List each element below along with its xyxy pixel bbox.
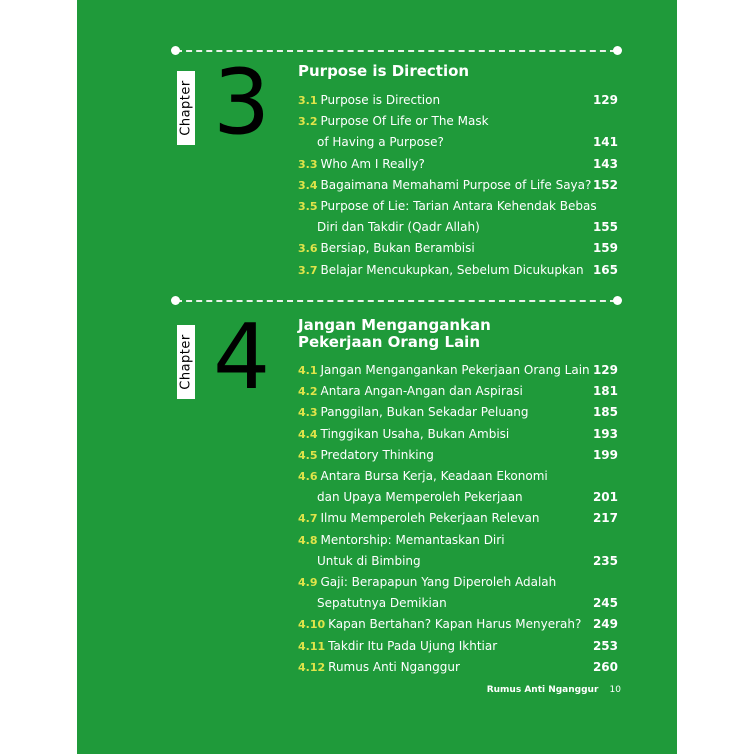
toc-entry-page: 235 — [592, 553, 618, 568]
toc-entry-number: 3.5 — [298, 200, 318, 213]
toc-entry-text: Mentorship: Memantaskan Diri — [320, 532, 505, 547]
toc-entry-number: 3.1 — [298, 94, 318, 107]
toc-entry-page: 129 — [592, 93, 618, 107]
page-footer — [487, 685, 621, 695]
toc-entry-text: Sepatutnya Demikian — [317, 596, 447, 611]
toc-entry-page: 217 — [592, 511, 618, 526]
toc-entry-text: Tinggikan Usaha, Bukan Ambisi — [320, 426, 510, 441]
toc-entry-text: Diri dan Takdir (Qadr Allah) — [317, 220, 480, 235]
toc-entry[interactable] — [298, 445, 618, 466]
toc-entry[interactable] — [298, 381, 618, 402]
toc-entry-page: 152 — [592, 177, 618, 192]
toc-entry-page: 129 — [592, 363, 618, 377]
divider-dot-left — [171, 296, 180, 305]
toc-entry-text: Purpose is Direction — [320, 93, 441, 107]
toc-entry[interactable] — [298, 424, 618, 445]
toc-entry-page: 143 — [592, 156, 618, 171]
toc-entry-text: Bagaimana Memahami Purpose of Life Saya? — [320, 177, 592, 192]
chapter-4-number: 4 — [213, 305, 271, 410]
toc-entry[interactable] — [298, 260, 618, 281]
toc-entry-text: Gaji: Berapapun Yang Diperoleh Adalah — [320, 575, 557, 589]
toc-entry[interactable] — [298, 90, 618, 111]
toc-entry[interactable] — [298, 572, 618, 593]
toc-entry-number: 4.1 — [298, 364, 318, 377]
toc-entry-page: 201 — [592, 490, 618, 505]
toc-entry-number: 3.2 — [298, 115, 318, 129]
toc-entry-number: 3.6 — [298, 242, 318, 256]
toc-entry-number: 4.11 — [298, 639, 326, 653]
toc-entry-page: 249 — [592, 617, 618, 632]
chapter-3-label: Chapter — [177, 71, 195, 145]
chapter-4-label: Chapter — [177, 325, 195, 399]
chapter-4-title-line2: Pekerjaan Orang Lain — [298, 333, 481, 351]
footer-page-number: 10 — [609, 685, 621, 695]
toc-entry[interactable] — [298, 196, 618, 217]
toc-entry[interactable] — [298, 636, 618, 657]
toc-entry[interactable] — [298, 466, 618, 487]
toc-entry-text: Bersiap, Bukan Berambisi — [320, 241, 475, 256]
toc-entry-number: 4.12 — [298, 660, 326, 674]
toc-entry[interactable] — [298, 551, 618, 572]
toc-entry-page: 155 — [592, 220, 618, 235]
toc-entry-text: Ilmu Memperoleh Pekerjaan Relevan — [320, 511, 540, 526]
toc-entry-number: 3.7 — [298, 263, 318, 277]
toc-entry-page: 185 — [592, 405, 618, 420]
toc-entry-number: 4.3 — [298, 406, 318, 420]
toc-entry-number: 3.4 — [298, 178, 318, 192]
chapter-3-title: Purpose is Direction — [298, 62, 470, 80]
toc-entry-page: 159 — [592, 241, 618, 256]
chapter-3-number: 3 — [213, 50, 271, 155]
toc-entry-number: 4.8 — [298, 533, 318, 547]
toc-entry-text: Takdir Itu Pada Ujung Ikhtiar — [328, 638, 498, 653]
toc-entry-page: 181 — [592, 384, 618, 399]
toc-entry-text: Belajar Mencukupkan, Sebelum Dicukupkan — [320, 262, 584, 277]
toc-entry[interactable] — [298, 593, 618, 614]
toc-entry-page: 199 — [592, 447, 618, 462]
toc-entry[interactable] — [298, 154, 618, 175]
toc-entry[interactable] — [298, 132, 618, 153]
toc-entry-text: Who Am I Really? — [320, 156, 425, 171]
toc-entry[interactable] — [298, 530, 618, 551]
toc-entry-number: 3.3 — [298, 157, 318, 171]
footer-book-title: Rumus Anti Nganggur — [486, 685, 599, 695]
toc-entry-text: Purpose of Lie: Tarian Antara Kehendak Bebas — [320, 199, 597, 213]
toc-entry-number: 4.10 — [298, 618, 326, 632]
toc-entry-text: Kapan Bertahan? Kapan Harus Menyerah? — [328, 617, 582, 632]
toc-entry-page: 165 — [592, 262, 618, 277]
toc-entry[interactable] — [298, 614, 618, 635]
toc-entry-page: 245 — [592, 596, 618, 611]
toc-entry-text: Jangan Mengangankan Pekerjaan Orang Lain — [320, 363, 590, 377]
toc-entry[interactable] — [298, 175, 618, 196]
toc-entry-page: 260 — [592, 659, 618, 674]
toc-entry[interactable] — [298, 487, 618, 508]
toc-entry[interactable] — [298, 111, 618, 132]
toc-entry-number: 4.7 — [298, 512, 318, 526]
chapter-4-title-line1: Jangan Mengangankan — [298, 316, 491, 334]
toc-entry-text: Predatory Thinking — [320, 447, 434, 462]
toc-entry-number: 4.2 — [298, 385, 318, 399]
toc-entry[interactable] — [298, 238, 618, 259]
toc-entry-text: Rumus Anti Nganggur — [328, 659, 460, 674]
toc-entry-text: Purpose Of Life or The Mask — [320, 114, 489, 129]
divider-dot-left — [171, 46, 180, 55]
toc-entry-text: of Having a Purpose? — [317, 135, 444, 150]
toc-entry-text: dan Upaya Memperoleh Pekerjaan — [317, 490, 523, 505]
divider-dot-right — [613, 296, 622, 305]
toc-entry-text: Untuk di Bimbing — [317, 553, 421, 568]
toc-entry-text: Antara Bursa Kerja, Keadaan Ekonomi — [320, 469, 548, 483]
toc-entry-number: 4.9 — [298, 576, 318, 589]
toc-page — [77, 0, 677, 754]
toc-entry-page: 253 — [592, 638, 618, 653]
toc-entry[interactable] — [298, 508, 618, 529]
chapter-4-divider — [176, 300, 616, 302]
toc-entry[interactable] — [298, 402, 618, 423]
toc-entry-text: Panggilan, Bukan Sekadar Peluang — [320, 405, 529, 420]
toc-entry[interactable] — [298, 360, 618, 381]
toc-entry-number: 4.4 — [298, 427, 318, 441]
toc-entry-page: 193 — [592, 426, 618, 441]
toc-entry-text: Antara Angan-Angan dan Aspirasi — [320, 384, 523, 399]
toc-entry-page: 141 — [592, 135, 618, 150]
toc-entry-number: 4.6 — [298, 470, 318, 483]
divider-dot-right — [613, 46, 622, 55]
toc-entry-number: 4.5 — [298, 448, 318, 462]
toc-entry[interactable] — [298, 217, 618, 238]
toc-entry[interactable] — [298, 657, 618, 678]
